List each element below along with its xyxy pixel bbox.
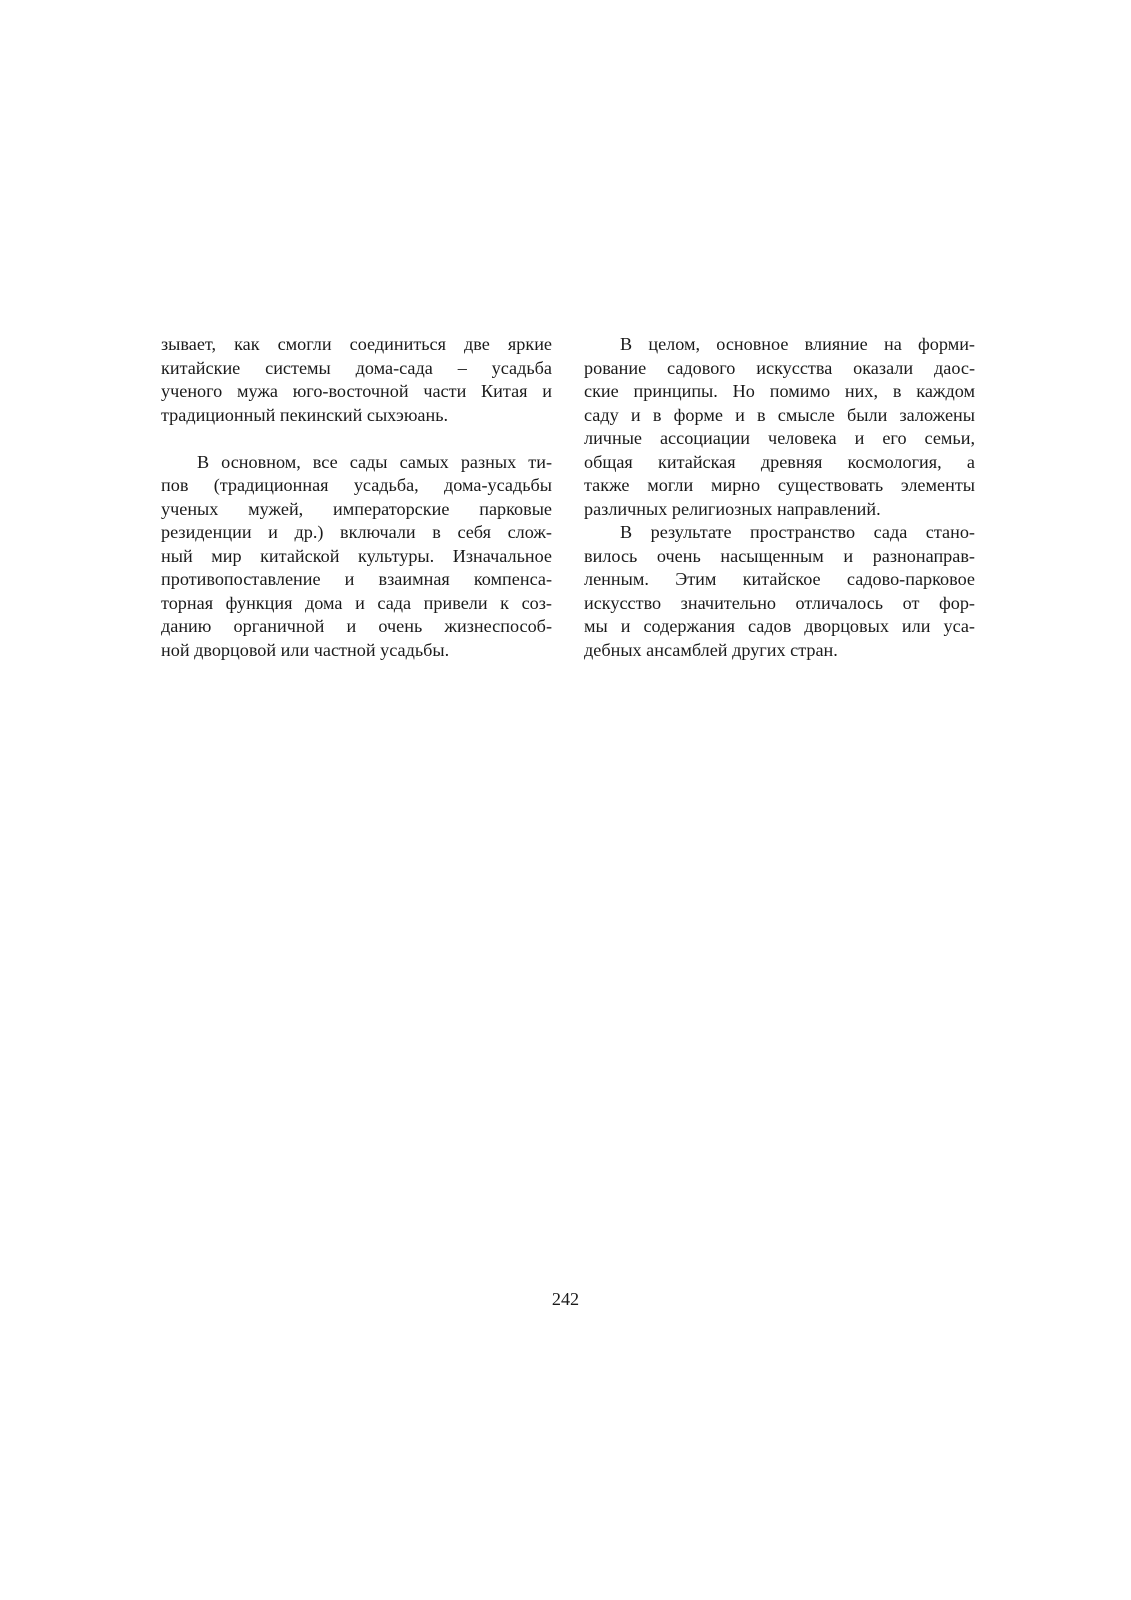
left-paragraph-1: [161, 333, 552, 427]
text-line: вилось очень насыщенным и разнонаправ-: [584, 545, 975, 566]
text-line: ленным. Этим китайское садово-парковое: [584, 569, 975, 589]
text-line: пов (традиционная усадьба, дома-усадьбы: [161, 475, 552, 495]
page-number: 242: [551, 1289, 580, 1309]
text-line: В результате пространство сада стано-: [620, 522, 975, 542]
left-text-column: [161, 333, 552, 662]
text-line: личные ассоциации человека и его семьи,: [584, 428, 975, 448]
text-line: рование садового искусства оказали даос-: [584, 357, 975, 378]
text-line: ученого мужа юго-восточной части Китая и: [161, 381, 552, 401]
paragraph-gap: [161, 427, 552, 451]
text-line: традиционный пекинский сыхэюань.: [161, 404, 449, 425]
text-line: дебных ансамблей других стран.: [584, 639, 838, 660]
text-line: различных религиозных направлений.: [584, 498, 881, 519]
text-line: саду и в форме и в смысле были заложены: [584, 404, 975, 425]
text-line: зывает, как смогли соединиться две яркие: [161, 334, 552, 354]
text-line: ученых мужей, императорские парковые: [161, 498, 552, 519]
right-paragraph-1: [584, 333, 975, 521]
text-line: торная функция дома и сада привели к соз-: [161, 592, 552, 613]
text-line: мы и содержания садов дворцовых или уса-: [584, 616, 975, 636]
text-line: противопоставление и взаимная компенса-: [161, 569, 552, 589]
text-line: ный мир китайской культуры. Изначальное: [161, 545, 552, 566]
text-line: ной дворцовой или частной усадьбы.: [161, 639, 450, 660]
text-line: данию органичной и очень жизнеспособ-: [161, 616, 552, 636]
left-paragraph-2: [161, 451, 552, 663]
text-line: общая китайская древняя космология, а: [584, 451, 975, 472]
text-line: резиденции и др.) включали в себя слож-: [161, 522, 552, 542]
text-line: В целом, основное влияние на форми-: [620, 334, 975, 354]
text-line: искусство значительно отличалось от фор-: [584, 592, 975, 613]
text-line: В основном, все сады самых разных ти-: [197, 451, 552, 472]
right-paragraph-2: [584, 521, 975, 662]
text-line: также могли мирно существовать элементы: [584, 475, 975, 495]
text-line: китайские системы дома-сада – усадьба: [161, 357, 552, 378]
text-line: ские принципы. Но помимо них, в каждом: [584, 381, 975, 401]
right-text-column: [584, 333, 975, 662]
